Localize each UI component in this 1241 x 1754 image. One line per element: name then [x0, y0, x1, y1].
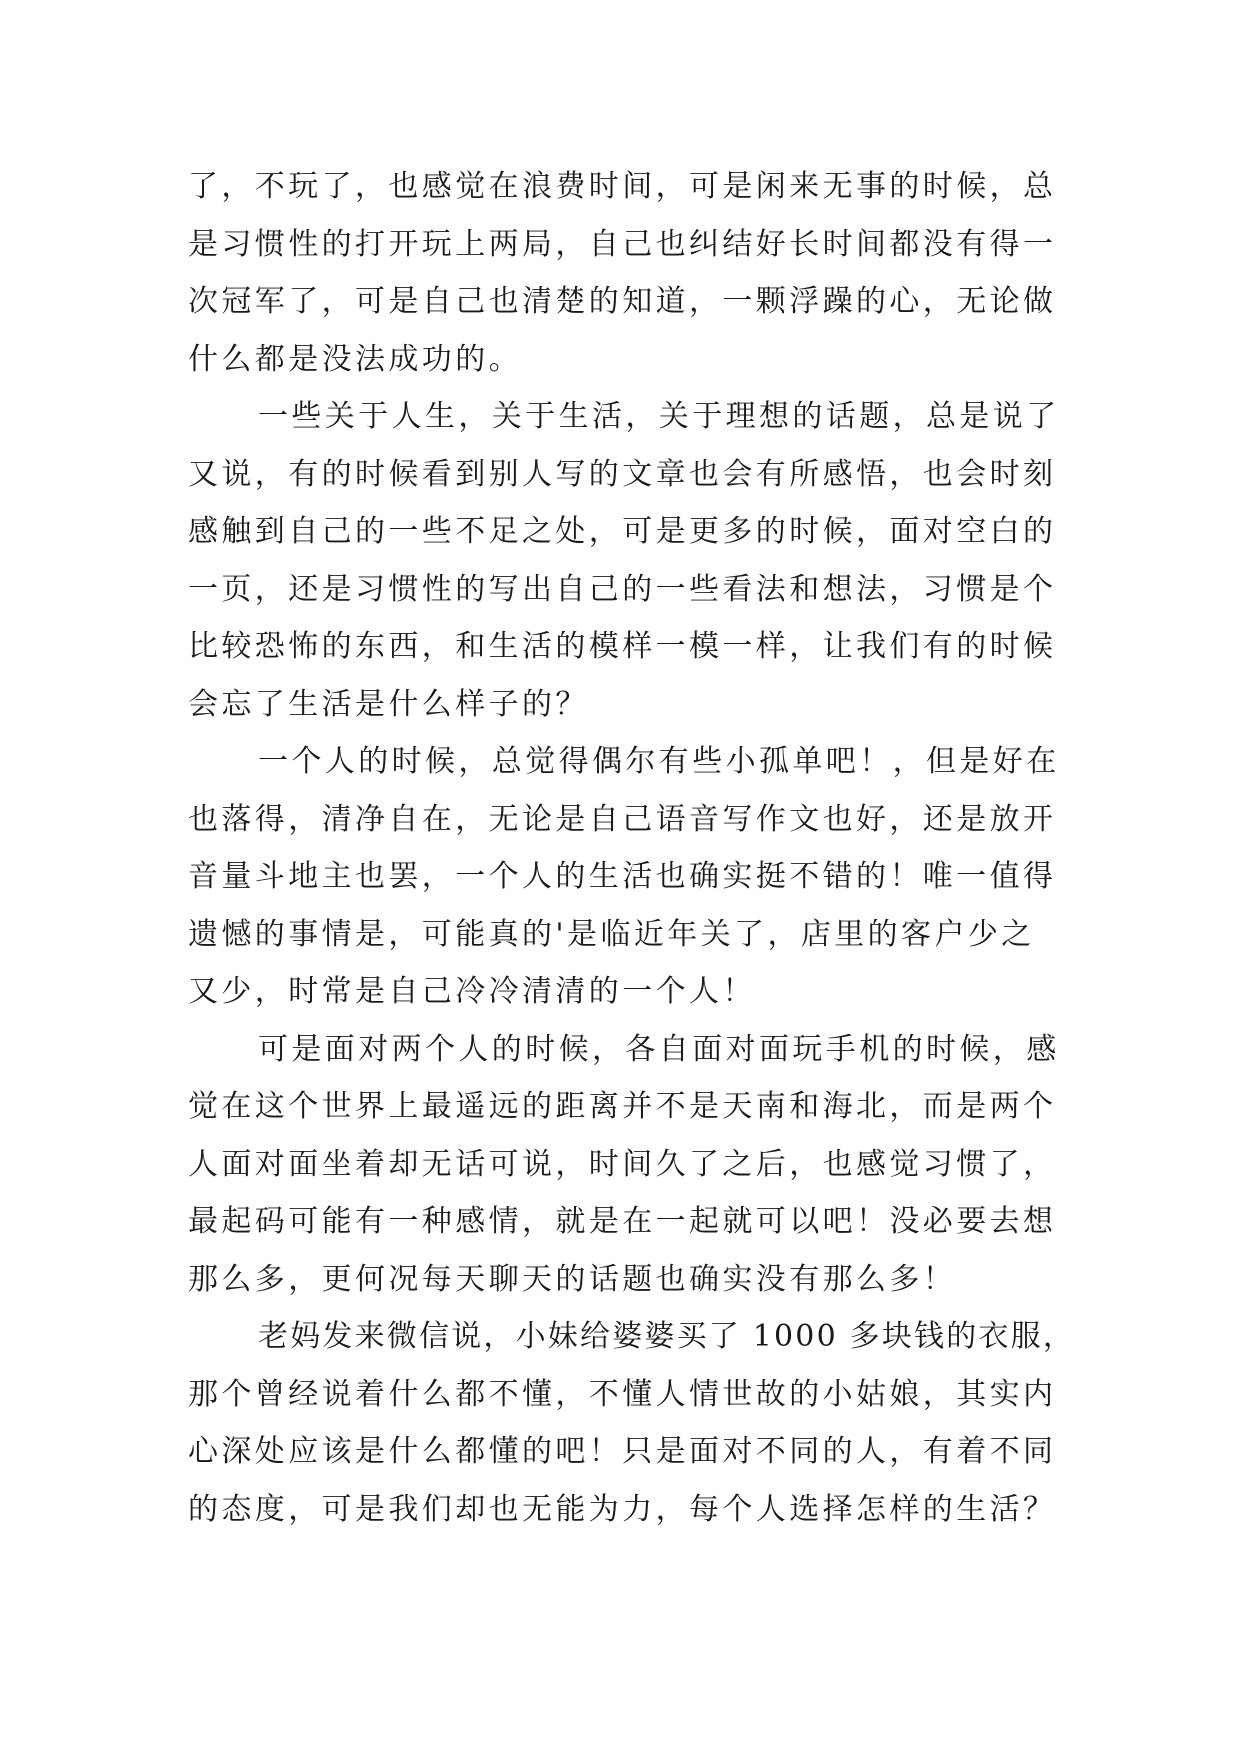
text-line: 的态度，可是我们却也无能为力，每个人选择怎样的生活？: [188, 1491, 1057, 1527]
body-text: [188, 158, 1076, 1538]
text-line: 一页，还是习惯性的写出自己的一些看法和想法，习惯是个: [188, 571, 1057, 607]
text-line: 觉在这个世界上最遥远的距离并不是天南和海北，而是两个: [188, 1089, 1057, 1124]
text-line: 也落得，清净自在，无论是自己语音写作文也好，还是放开: [188, 801, 1057, 837]
paragraph-first-line: 一些关于人生，关于生活，关于理想的话题，总是说了: [258, 399, 1060, 434]
text-line: 感触到自己的一些不足之处，可是更多的时候，面对空白的: [188, 514, 1057, 549]
text-line: 那么多，更何况每天聊天的话题也确实没有那么多！: [188, 1261, 957, 1297]
paragraph-first-line: 老妈发来微信说，小妹给婆婆买了 1000 多块钱的衣服，: [258, 1319, 1076, 1354]
text-line: 什么都是没法成功的。: [188, 341, 522, 377]
text-line: 会忘了生活是什么样子的？: [188, 686, 589, 722]
paragraph-first-line: 可是面对两个人的时候，各自面对面玩手机的时候，感: [258, 1031, 1060, 1067]
text-line: 又说，有的时候看到别人写的文章也会有所感悟，也会时刻: [188, 456, 1057, 492]
text-line: 那个曾经说着什么都不懂，不懂人情世故的小姑娘，其实内: [188, 1376, 1057, 1412]
text-line: 心深处应该是什么都懂的吧！只是面对不同的人，有着不同: [188, 1434, 1057, 1469]
text-line: 是习惯性的打开玩上两局，自己也纠结好长时间都没有得一: [188, 226, 1057, 262]
text-line: 次冠军了，可是自己也清楚的知道，一颗浮躁的心，无论做: [188, 284, 1057, 319]
text-line: 最起码可能有一种感情，就是在一起就可以吧！没必要去想: [188, 1204, 1057, 1239]
text-line: 又少，时常是自己冷冷清清的一个人！: [188, 974, 756, 1009]
text-line: 遗憾的事情是，可能真的'是临近年关了，店里的客户少之: [188, 916, 1035, 952]
text-line: 人面对面坐着却无话可说，时间久了之后，也感觉习惯了，: [188, 1146, 1057, 1182]
text-line: 音量斗地主也罢，一个人的生活也确实挺不错的！唯一值得: [188, 859, 1057, 894]
paragraph-first-line: 一个人的时候，总觉得偶尔有些小孤单吧！，但是好在: [258, 744, 1060, 779]
text-line: 比较恐怖的东西，和生活的模样一模一样，让我们有的时候: [188, 629, 1057, 664]
text-line: 了，不玩了，也感觉在浪费时间，可是闲来无事的时候，总: [188, 169, 1057, 204]
